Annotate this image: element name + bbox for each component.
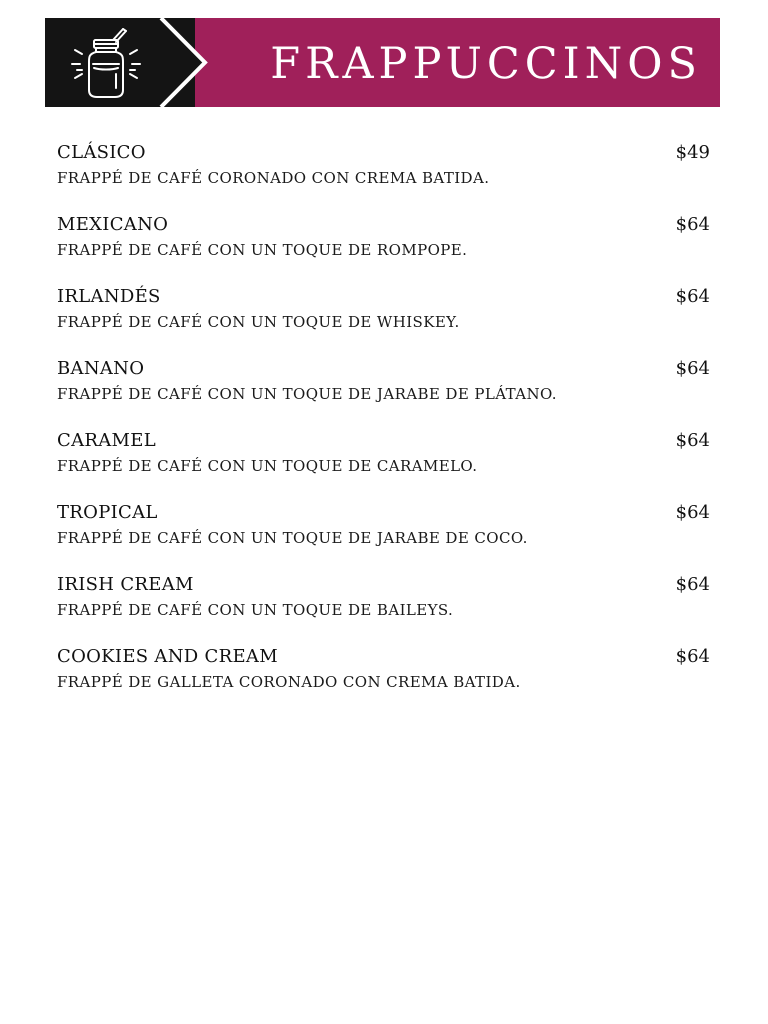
header-band [195, 18, 720, 107]
mason-jar-icon [67, 26, 145, 101]
menu-item [57, 500, 710, 572]
item-price: $64 [675, 574, 710, 595]
item-price: $64 [675, 286, 710, 307]
item-price: $64 [675, 358, 710, 379]
item-name: COOKIES AND CREAM [57, 646, 278, 667]
menu-item [57, 140, 710, 212]
item-name: CLÁSICO [57, 142, 146, 163]
item-name: IRLANDÉS [57, 286, 161, 307]
item-name: CARAMEL [57, 430, 156, 451]
item-price: $64 [675, 214, 710, 235]
menu-item [57, 356, 710, 428]
item-description: FRAPPÉ DE CAFÉ CON UN TOQUE DE CARAMELO. [57, 457, 478, 475]
header-chevron [158, 18, 208, 107]
menu-items [57, 140, 710, 716]
item-description: FRAPPÉ DE CAFÉ CON UN TOQUE DE JARABE DE COCO. [57, 529, 528, 547]
item-description: FRAPPÉ DE CAFÉ CON UN TOQUE DE ROMPOPE. [57, 241, 468, 259]
menu-header [45, 18, 720, 107]
item-description: FRAPPÉ DE CAFÉ CON UN TOQUE DE WHISKEY. [57, 313, 460, 331]
item-description: FRAPPÉ DE CAFÉ CON UN TOQUE DE JARABE DE PLÁTANO. [57, 385, 557, 403]
item-price: $49 [675, 142, 710, 163]
item-description: FRAPPÉ DE CAFÉ CORONADO CON CREMA BATIDA. [57, 169, 490, 187]
menu-item [57, 284, 710, 356]
item-name: BANANO [57, 358, 145, 379]
menu-item [57, 572, 710, 644]
item-price: $64 [675, 646, 710, 667]
menu-item [57, 644, 710, 716]
item-price: $64 [675, 430, 710, 451]
item-description: FRAPPÉ DE GALLETA CORONADO CON CREMA BATIDA. [57, 673, 521, 691]
menu-item [57, 212, 710, 284]
menu-item [57, 428, 710, 500]
item-name: IRISH CREAM [57, 574, 194, 595]
page-title: FRAPPUCCINOS [270, 39, 702, 89]
item-name: MEXICANO [57, 214, 169, 235]
item-name: TROPICAL [57, 502, 158, 523]
item-description: FRAPPÉ DE CAFÉ CON UN TOQUE DE BAILEYS. [57, 601, 454, 619]
item-price: $64 [675, 502, 710, 523]
